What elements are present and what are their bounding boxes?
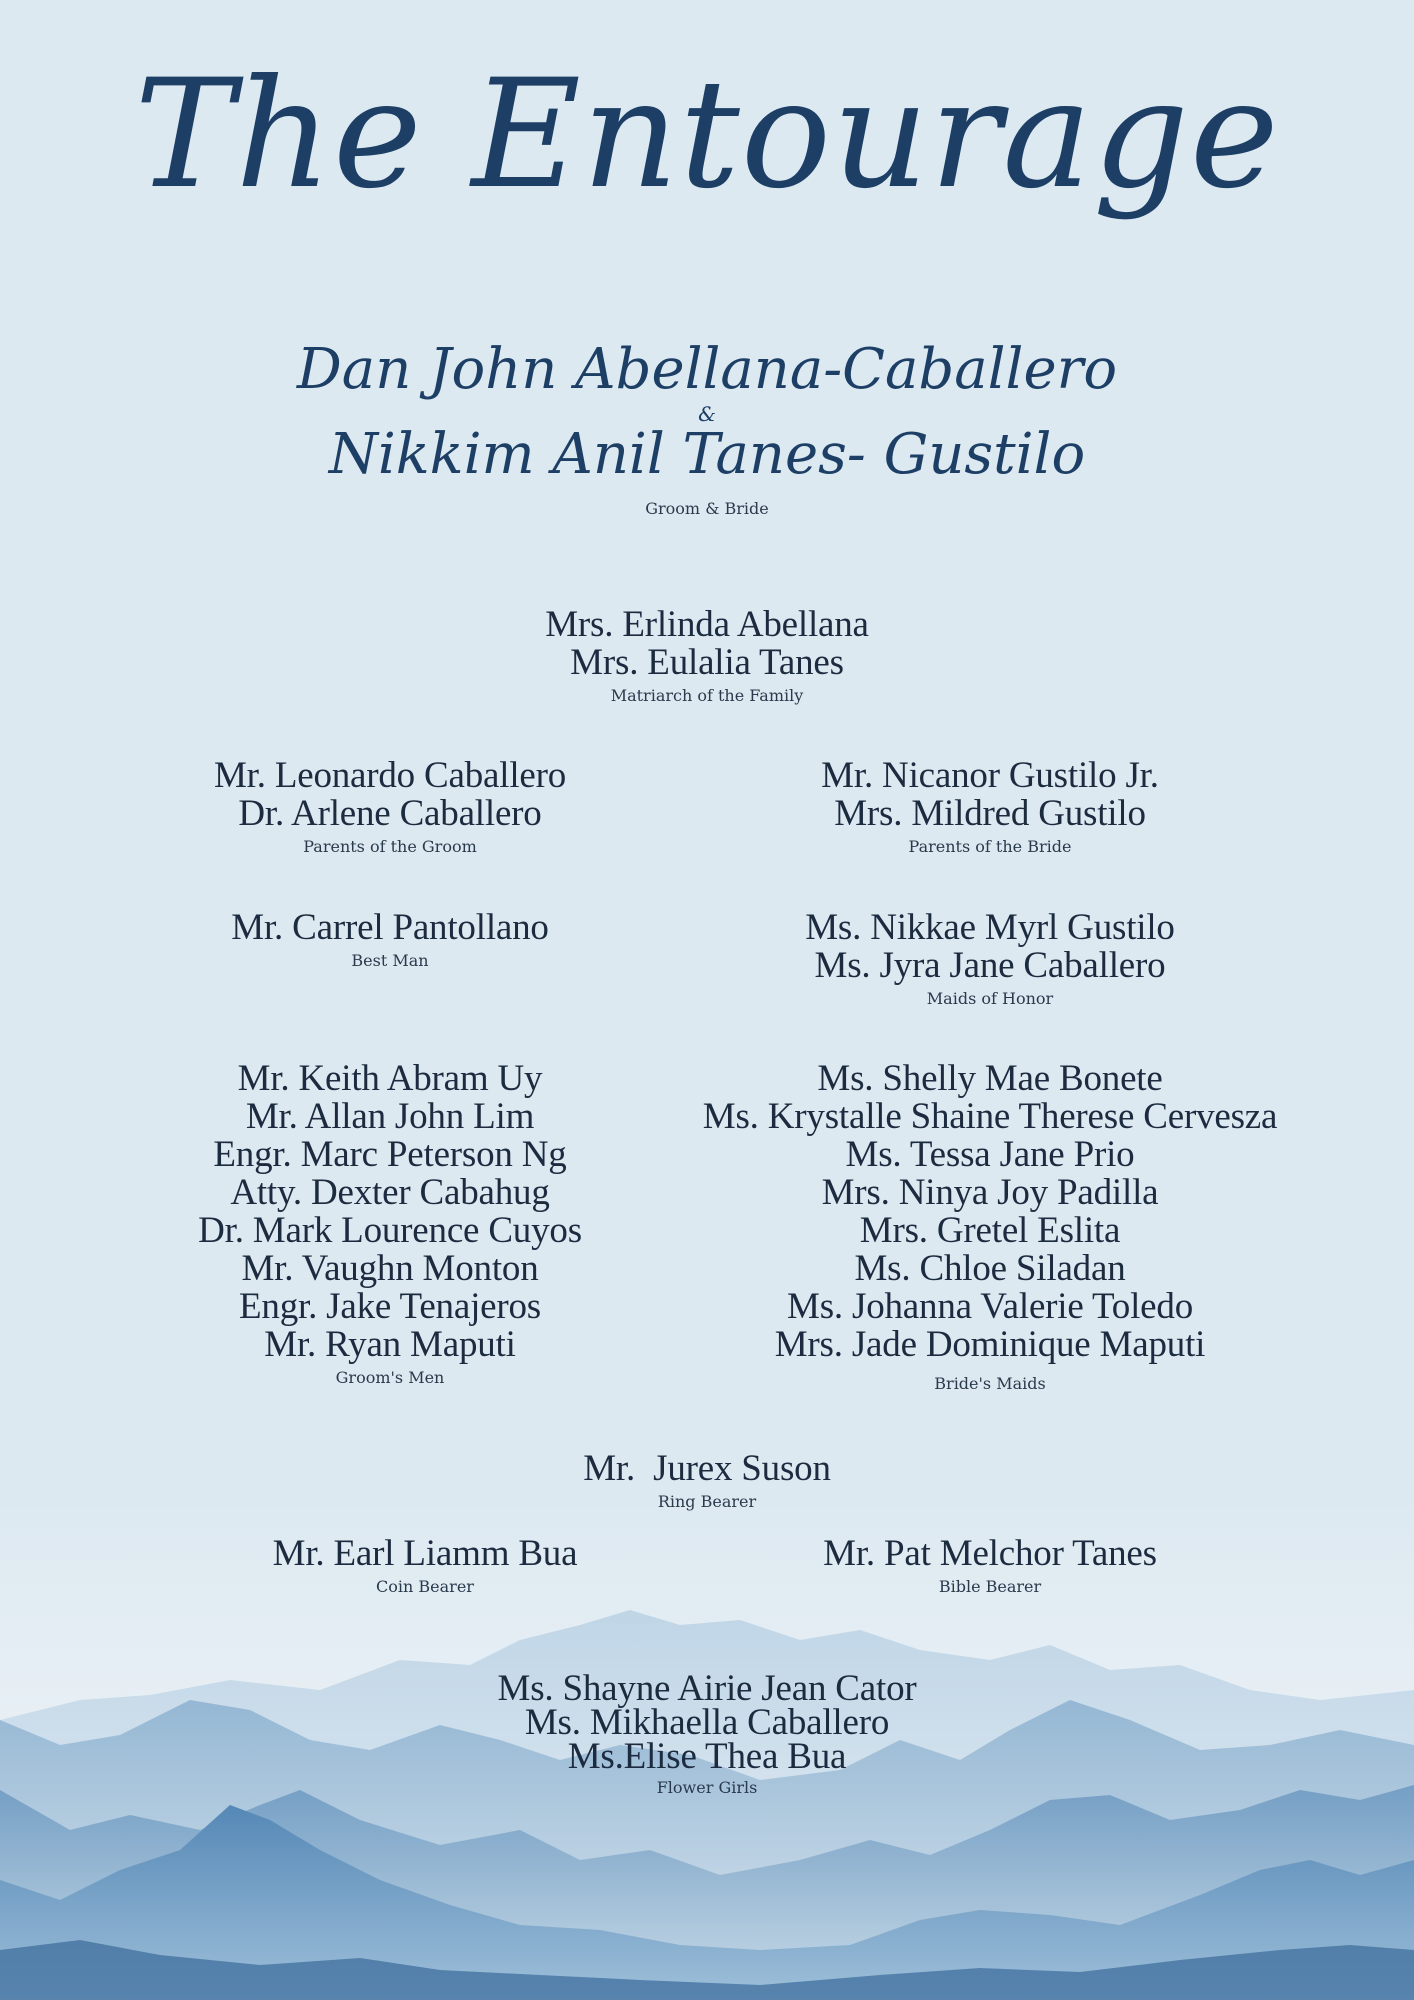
matriarch-block [0, 606, 1414, 708]
flower-girl-name: Ms. Mikhaella Caballero [524, 1702, 890, 1743]
bible-bearer-block [690, 1535, 1290, 1599]
bridesmaid-name: Ms. Johanna Valerie Toledo [787, 1286, 1193, 1327]
parents-groom-block [90, 757, 690, 859]
role-label: Groom & Bride [645, 499, 769, 518]
bridesmaid-name: Ms. Shelly Mae Bonete [817, 1058, 1163, 1099]
role-label: Bible Bearer [938, 1577, 1042, 1596]
role-label: Coin Bearer [376, 1577, 474, 1596]
parent-name: Mr. Leonardo Caballero [213, 755, 567, 796]
best-man-name: Mr. Carrel Pantollano [231, 907, 549, 948]
role-label: Parents of the Bride [908, 837, 1072, 856]
role-label: Bride's Maids [934, 1374, 1046, 1393]
groomsman-name: Mr. Allan John Lim [245, 1096, 535, 1137]
role-label: Maids of Honor [926, 989, 1054, 1008]
maids-of-honor-block [690, 909, 1290, 1011]
couple-role [0, 495, 1414, 521]
bridesmaid-name: Ms. Chloe Siladan [854, 1248, 1126, 1289]
brides-maids-block [630, 1060, 1350, 1396]
best-man-block [90, 909, 690, 973]
groomsman-name: Dr. Mark Lourence Cuyos [198, 1210, 582, 1251]
bible-bearer-name: Mr. Pat Melchor Tanes [823, 1533, 1157, 1574]
role-label: Matriarch of the Family [610, 686, 804, 705]
role-label: Flower Girls [656, 1778, 758, 1797]
groomsman-name: Atty. Dexter Cabahug [230, 1172, 550, 1213]
parent-name: Mrs. Mildred Gustilo [834, 793, 1146, 834]
groomsman-name: Mr. Keith Abram Uy [237, 1058, 543, 1099]
bridesmaid-name: Mrs. Gretel Eslita [859, 1210, 1121, 1251]
groomsman-name: Engr. Jake Tenajeros [239, 1286, 541, 1327]
bridesmaid-name: Mrs. Ninya Joy Padilla [821, 1172, 1159, 1213]
bridesmaid-name: Mrs. Jade Dominique Maputi [774, 1324, 1206, 1365]
matriarch-name: Mrs. Erlinda Abellana [545, 604, 869, 645]
parent-name: Mr. Nicanor Gustilo Jr. [821, 755, 1159, 796]
bridesmaid-name: Ms. Krystalle Shaine Therese Cervesza [702, 1096, 1278, 1137]
maid-of-honor-name: Ms. Jyra Jane Caballero [814, 945, 1166, 986]
maid-of-honor-name: Ms. Nikkae Myrl Gustilo [805, 907, 1175, 948]
bridesmaid-name: Ms. Tessa Jane Prio [845, 1134, 1135, 1175]
groomsman-name: Engr. Marc Peterson Ng [213, 1134, 567, 1175]
role-label: Groom's Men [335, 1368, 445, 1387]
groom-name: Dan John Abellana-Caballero [296, 337, 1118, 402]
flower-girls-block [0, 1668, 1414, 1800]
parents-bride-block [690, 757, 1290, 859]
role-label: Parents of the Groom [303, 837, 477, 856]
page-title: The Entourage [134, 48, 1280, 222]
ring-bearer-block [0, 1450, 1414, 1514]
groomsman-name: Mr. Ryan Maputi [264, 1324, 516, 1365]
grooms-men-block [90, 1060, 690, 1390]
parent-name: Dr. Arlene Caballero [238, 793, 542, 834]
bride-name: Nikkim Anil Tanes- Gustilo [328, 422, 1086, 487]
role-label: Best Man [351, 951, 429, 970]
groomsman-name: Mr. Vaughn Monton [241, 1248, 539, 1289]
role-label: Ring Bearer [657, 1492, 757, 1511]
ring-bearer-name: Mr. Jurex Suson [583, 1448, 831, 1489]
coin-bearer-block [125, 1535, 725, 1599]
flower-girl-name: Ms.Elise Thea Bua [567, 1736, 847, 1777]
matriarch-name: Mrs. Eulalia Tanes [570, 642, 844, 683]
flower-girl-name: Ms. Shayne Airie Jean Cator [497, 1668, 917, 1709]
ampersand: & [698, 402, 716, 426]
coin-bearer-name: Mr. Earl Liamm Bua [272, 1533, 578, 1574]
